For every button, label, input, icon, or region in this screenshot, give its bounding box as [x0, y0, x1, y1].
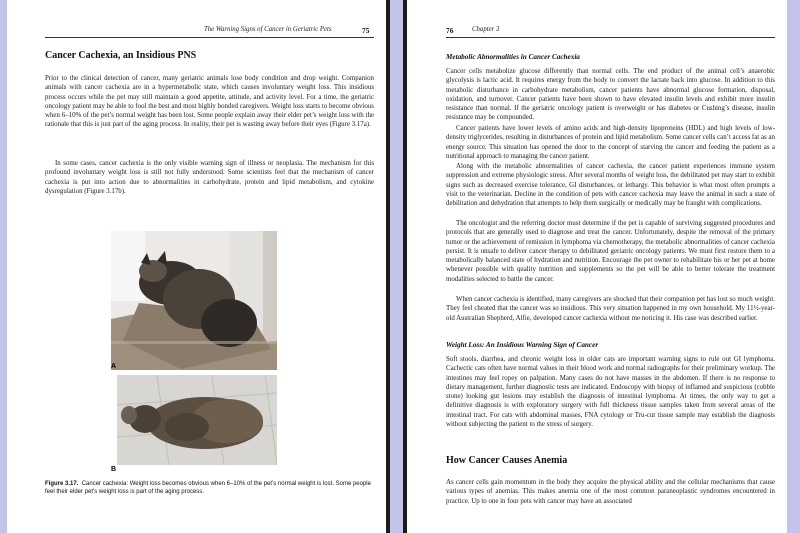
figure-caption-text: Cancer cachexia: Weight loss becomes obvious when 6–10% of the pet’s normal weight is lost. Some people feel their elder pet’s weight loss is part of the aging process.: [45, 481, 371, 496]
panel-label-a: A: [111, 363, 117, 370]
header-rule-right: [446, 37, 775, 38]
cat-photo-b-illustration: [117, 375, 277, 465]
paragraph-r3: Along with the metabolic abnormalities of cancer cachexia, the cancer patient experiences immune system suppression and extreme physiologic stress. After several months of weight loss, the debilitated pet may start to exhibit signs such as decreased exercise tolerance, GI disturbances, or lethargy. This behavior is what most often prompts a visit to the veterinarian. Decline in the condition of pets with cancer cachexia may leave the animal in such a state of debilitation and dehydration that attempts to help them surgically or medically may be fraught with complications.: [446, 163, 775, 208]
panel-label-b: B: [111, 466, 117, 473]
running-head-right: Chapter 3: [472, 26, 500, 33]
paragraph-r4: The oncologist and the referring doctor must determine if the pet is capable of surviving suggested procedures and protocols that are generally used to diagnose and treat the cancer. Unfortunately, despite the removal of the primary tumor or the achievement of remission in lymphoma via chemotherapy, the metabolic abnormalities of cancer cachexia persist. It is unsafe to deliver cancer therapy to debilitated geriatric oncology patients. We must first restore them to a metabolically balanced state of hydration and nutrition. Encourage the pet owner to rehabilitate his or her pet at home whenever possible with quality nutrition and supplements so the pet will be able to better tolerate the treatment modalities selected to battle the cancer.: [446, 220, 775, 283]
paragraph-r6: Soft stools, diarrhea, and chronic weight loss in older cats are important warning signs to rule out GI lymphoma. Cachectic cats often have normal values in their blood work and normal radiographs for their preliminary workup. The intestines may feel ropey on palpation. Many cases do not have masses in the abdomen. If there is no response to dietary management, further diagnostic tests are indicated. Endoscopy with biopsy of inflamed and suspicious (cobble stone) looking gut lesions may establish the diagnosis of intestinal lymphoma. At times, the only way to get a definitive diagnosis is with exploratory surgery with full thickness tissue samples taken from several areas of the intestinal tract. For cats with abdominal masses, FNA cytology or Tru-cut tissue sample may establish the diagnosis without subjecting the patient to the stress of surgery.: [446, 356, 775, 429]
figure-photo-b: [117, 375, 277, 465]
paragraph-r5: When cancer cachexia is identified, many caregivers are shocked that their companion pet has lost so much weight. They feel cheated that the cancer was so insidious. This very situation happened in my own household. My 11½-year-old Australian Shepherd, Alfie, developed cancer cachexia without me noticing it. His case was described earlier.: [446, 296, 775, 322]
paragraph-2: In some cases, cancer cachexia is the only visible warning sign of illness or neoplasia. The mechanism for this profound involuntary weight loss is still not fully understood. Some scientists feel that the mechanism of cancer cachexia is put into action due to abnormalities in carbohydrate, protein and lipid metabolism, and cytokine dysregulation (Figure 3.17b).: [45, 160, 374, 195]
paragraph-r7: As cancer cells gain momentum in the body they acquire the physical ability and the cellular mechanisms that cause various types of anemias. This makes anemia one of the most common paraneoplastic syndromes encountered in practice. Up to one in four pets with cancer may have an associated: [446, 479, 775, 505]
paragraph-r1: Cancer cells metabolize glucose differently than normal cells. The end product of the animal cell’s anaerobic glycolysis is lactic acid. It requires energy from the body to convert the lactate back into glucose. In addition to this metabolic disturbance in carbohydrate metabolism, cancer patients have abnormal glucose formation, disposal, oxidation, and turnover. Cancer patients have been shown to have elevated insulin levels and exhibit more insulin resistance than normal. If the geriatric oncology patient is overweight or has diabetes or Cushing’s disease, insulin resistance may be compounded.: [446, 68, 775, 122]
figure-caption-label: Figure 3.17.: [45, 481, 79, 487]
paragraph-r2: Cancer patients have lower levels of amino acids and high-density lipoproteins (HDL) and high levels of low-density triglycerides, resulting in disturbances of protein and lipid metabolism. Some cancer cells can’t access fat as an energy source. This situation has opened the door to the concept of starving the cancer and feeding the patient as a nutritional approach to managing the cancer patient.: [446, 125, 775, 160]
running-head-left: The Warning Signs of Cancer in Geriatric Pets: [204, 26, 332, 33]
figure-caption: [45, 480, 374, 496]
page-number-left: 75: [362, 26, 370, 35]
right-page: [403, 0, 787, 533]
page-gutter: [390, 0, 403, 533]
page-number-right: 76: [446, 26, 454, 35]
subheading-weight-loss: Weight Loss: An Insidious Warning Sign of Cancer: [446, 341, 599, 349]
section-title: Cancer Cachexia, an Insidious PNS: [45, 50, 197, 61]
subheading-metabolic: Metabolic Abnormalities in Cancer Cachexia: [446, 53, 580, 61]
cat-photo-a-illustration: [111, 231, 277, 370]
figure-photo-a: [111, 231, 277, 370]
paragraph-1: Prior to the clinical detection of cancer, many geriatric animals lose body condition and drop weight. Companion animals with cancer cachexia are in a hypermetabolic state, which causes involuntary weight loss. This insidious process occurs while the pet may still maintain a good appetite, attitude, and activity level. For a time, the geriatric oncology patient may be able to fool the best and most highly bonded caregivers. Weight loss starts to become obvious when 6–10% of the pet’s normal weight has been lost. Some people explain away their elder pet’s weight loss with the rationale that this is just part of the aging process. In reality, their pet is wasting away before their eyes (Figure 3.17a).: [45, 75, 374, 129]
header-rule-left: [45, 37, 374, 38]
section-title-anemia: How Cancer Causes Anemia: [446, 455, 568, 466]
left-page: [7, 0, 390, 533]
